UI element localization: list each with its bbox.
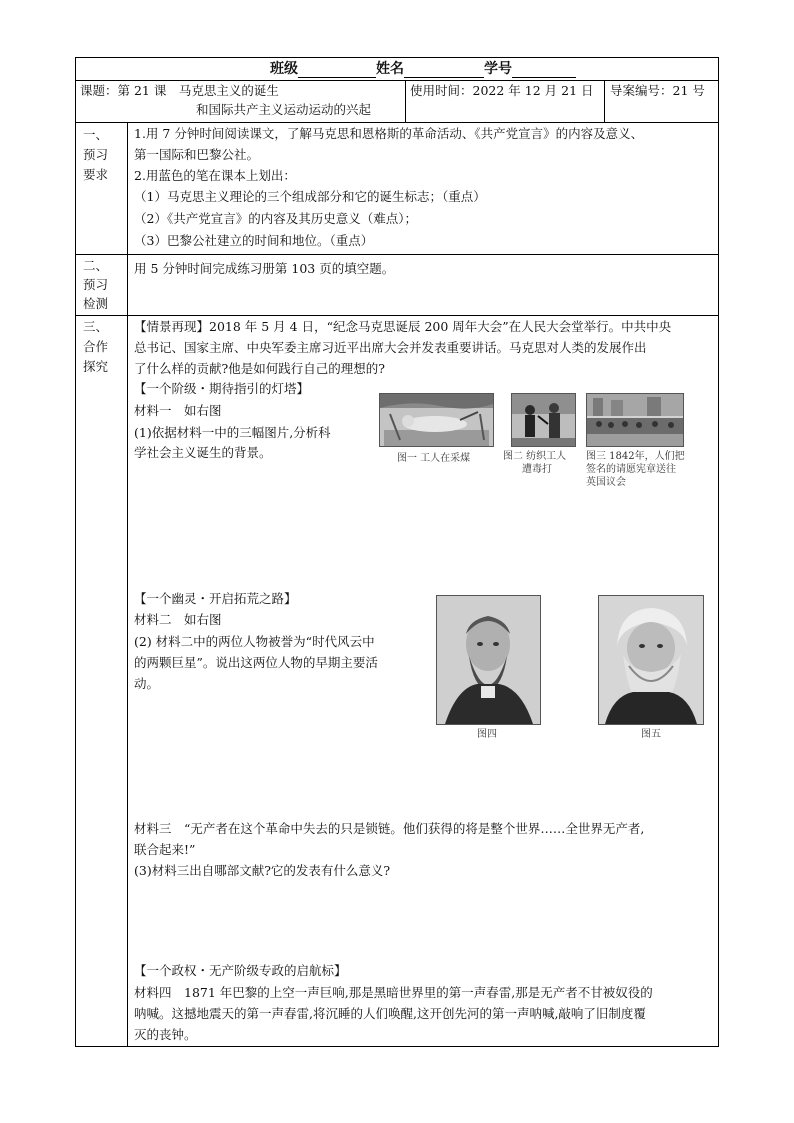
section2-label-1: 二、 [83, 258, 109, 273]
block4-heading: 【一个政权・无产阶级专政的启航标】 [134, 963, 347, 978]
table-border-top [75, 57, 719, 58]
number-label: 学号 [484, 61, 512, 77]
section2-label-3: 检测 [83, 296, 109, 311]
block1-heading: 【一个阶级・期待指引的灯塔】 [134, 381, 310, 396]
question2-line: (2) 材料二中的两位人物被誉为“时代风云中 [134, 634, 375, 649]
name-field[interactable] [404, 63, 484, 78]
preview-req-line: （3）巴黎公社建立的时间和地位。（重点） [134, 233, 374, 248]
row-divider [75, 254, 719, 255]
class-label: 班级 [270, 61, 298, 77]
material1-label: 材料一 如右图 [134, 403, 222, 418]
preview-req-line: 1.用 7 分钟时间阅读课文，了解马克思和恩格斯的革命活动、《共产党宣言》的内容及意义、 [134, 126, 644, 141]
table-border-right [718, 57, 719, 1047]
row-divider [75, 315, 719, 316]
question3: (3)材料三出自哪部文献?它的发表有什么意义? [134, 863, 391, 878]
section3-label-2: 合作 [83, 339, 109, 354]
figure4-caption: 图四 [477, 729, 497, 740]
preview-check-text: 用 5 分钟时间完成练习册第 103 页的填空题。 [134, 261, 395, 276]
scenario-line: 总书记、国家主席、中央军委主席习近平出席大会并发表重要讲话。马克思对人类的发展作出 [134, 340, 647, 355]
lesson-title-line2: 和国际共产主义运动运动的兴起 [196, 102, 372, 117]
block2-heading: 【一个幽灵・开启拓荒之路】 [134, 591, 297, 606]
table-border-bottom [75, 1046, 719, 1047]
section3-label-1: 三、 [83, 319, 109, 334]
figure4-portrait [436, 595, 541, 725]
col-divider [405, 80, 406, 122]
question1-line: 学社会主义诞生的背景。 [134, 445, 272, 460]
question1-line: (1)依据材料一中的三幅图片,分析科 [134, 425, 331, 440]
preview-req-line: （2）《共产党宣言》的内容及其历史意义（难点）； [134, 211, 417, 226]
row-divider [75, 122, 719, 123]
figure2-image [511, 393, 576, 447]
figure5-caption: 图五 [641, 729, 661, 740]
figure3-caption-2: 签名的请愿宪章送往 [586, 464, 676, 475]
figure2-caption-2: 遭毒打 [522, 464, 552, 475]
number-field[interactable] [512, 63, 576, 78]
row-divider [75, 80, 719, 81]
plan-number: 导案编号：21 号 [610, 83, 705, 98]
figure2-caption-1: 图二 纺织工人 [503, 451, 567, 462]
preview-req-line: （1）马克思主义理论的三个组成部分和它的诞生标志；（重点） [134, 189, 486, 204]
student-info-row [270, 60, 576, 78]
material4-line: 材料四 1871 年巴黎的上空一声巨响,那是黑暗世界里的第一声春雷,那是无产者不甘被奴役的 [134, 985, 653, 1000]
col-divider [604, 80, 605, 122]
figure3-caption-3: 英国议会 [586, 477, 626, 488]
section2-label-2: 预习 [83, 277, 109, 292]
figure3-image [586, 393, 684, 447]
material2-label: 材料二 如右图 [134, 612, 222, 627]
section1-label-1: 一、 [83, 127, 109, 142]
preview-req-line: 2.用蓝色的笔在课本上划出： [134, 168, 296, 183]
figure1-caption: 图一 工人在采煤 [397, 453, 471, 464]
figure1-image [379, 393, 494, 447]
table-border-left [75, 57, 76, 1047]
lesson-title-line1: 课题：第 21 课 马克思主义的诞生 [80, 83, 279, 98]
name-label: 姓名 [376, 61, 404, 77]
section3-label-3: 探究 [83, 359, 109, 374]
figure3-caption-1: 图三 1842年，人们把 [586, 451, 685, 462]
question2-line: 的两颗巨星”。说出这两位人物的早期主要活 [134, 655, 378, 670]
material4-line: 呐喊。这撼地震天的第一声春雷,将沉睡的人们唤醒,这开创先河的第一声呐喊,敲响了旧制度覆 [134, 1006, 646, 1021]
question2-line: 动。 [134, 676, 160, 691]
usage-time: 使用时间：2022 年 12 月 21 日 [410, 83, 594, 98]
scenario-line: 了什么样的贡献?他是如何践行自己的理想的? [134, 361, 385, 376]
section1-label-3: 要求 [83, 167, 109, 182]
material3-line: 联合起来!” [134, 842, 196, 857]
class-field[interactable] [298, 63, 376, 78]
col-divider [127, 122, 128, 1047]
section1-label-2: 预习 [83, 147, 109, 162]
material4-line: 灭的丧钟。 [134, 1027, 197, 1042]
material3-line: 材料三 “无产者在这个革命中失去的只是锁链。他们获得的将是整个世界……全世界无产者, [134, 821, 645, 836]
scenario-line: 【情景再现】2018 年 5 月 4 日，“纪念马克思诞辰 200 周年大会”在人民大会堂举行。中共中央 [134, 319, 672, 334]
preview-req-line: 第一国际和巴黎公社。 [134, 147, 260, 162]
figure5-portrait [598, 595, 704, 725]
